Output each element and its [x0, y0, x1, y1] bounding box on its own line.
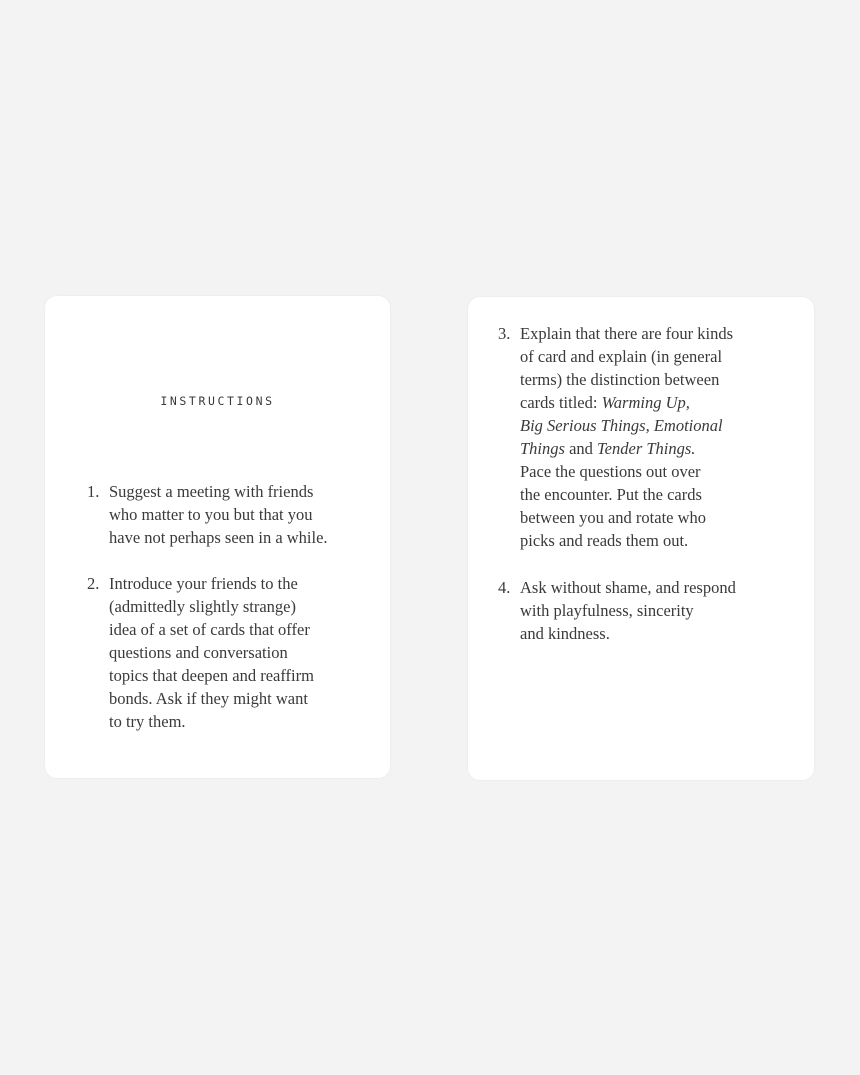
card-heading: INSTRUCTIONS — [160, 394, 275, 408]
item-line: Pace the questions out over — [520, 462, 701, 481]
item-line-mixed — [520, 437, 733, 460]
item-line: questions and conversation — [109, 643, 288, 662]
item-number: 4. — [498, 578, 511, 597]
card-title-italic: Tender Things. — [597, 439, 696, 458]
item-line-mixed — [520, 391, 733, 414]
item-line: Ask without shame, and respond — [520, 578, 736, 597]
item-number: 1. — [87, 482, 100, 501]
instructions-card-right — [468, 297, 814, 780]
item-line: and kindness. — [520, 624, 610, 643]
item-line: Suggest a meeting with friends — [109, 482, 314, 501]
item-line: the encounter. Put the cards — [520, 485, 702, 504]
item-text: and — [564, 439, 598, 458]
item-line: have not perhaps seen in a while. — [109, 528, 328, 547]
item-number: 3. — [498, 324, 511, 343]
item-text: cards titled: — [520, 393, 602, 412]
item-line: idea of a set of cards that offer — [109, 620, 310, 639]
instructions-card-left — [45, 296, 390, 778]
item-line: (admittedly slightly strange) — [109, 597, 296, 616]
card-title-italic: Things — [520, 439, 565, 458]
card-title-italic: Warming Up, — [601, 393, 690, 412]
item-line: topics that deepen and reaffirm — [109, 666, 314, 685]
item-line-italic — [520, 414, 733, 437]
item-line: bonds. Ask if they might want — [109, 689, 308, 708]
item-line: of card and explain (in general — [520, 347, 723, 366]
item-line: between you and rotate who — [520, 508, 707, 527]
item-line: terms) the distinction between — [520, 370, 720, 389]
card-title-italic: Big Serious Things, Emotional — [520, 416, 723, 435]
item-line: to try them. — [109, 712, 186, 731]
item-line: with playfulness, sincerity — [520, 601, 694, 620]
item-line: Explain that there are four kinds — [520, 324, 734, 343]
item-line: Introduce your friends to the — [109, 574, 298, 593]
item-line: who matter to you but that you — [109, 505, 313, 524]
item-number: 2. — [87, 574, 100, 593]
item-line: picks and reads them out. — [520, 531, 689, 550]
